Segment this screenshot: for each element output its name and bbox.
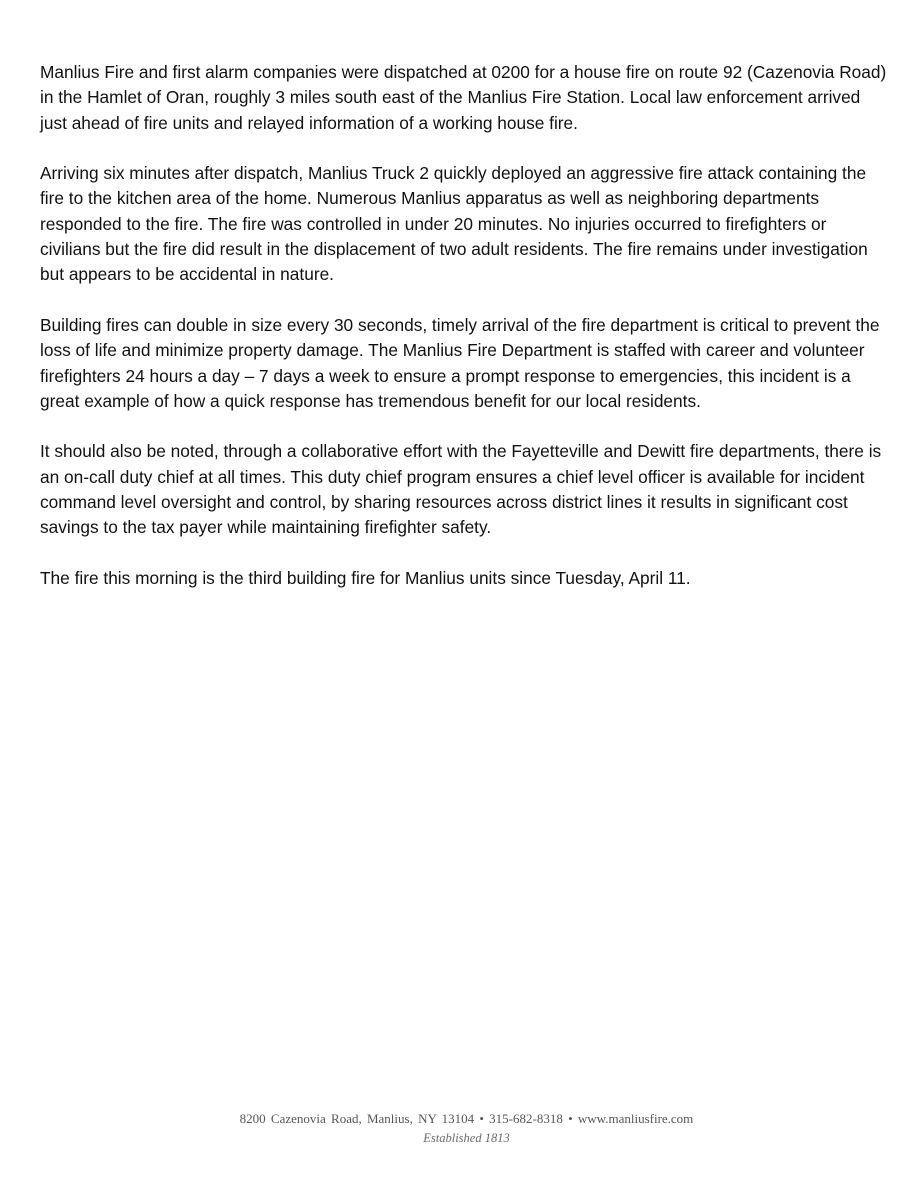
footer-contact-line: 8200 Cazenovia Road, Manlius, NY 13104 • 315-682-8318 • www.manliusfire.com <box>239 1111 694 1126</box>
page-footer <box>0 1110 923 1148</box>
paragraph-duty-chief: It should also be noted, through a collaborative effort with the Fayetteville and Dewitt fire departments, there is an on-call duty chief at all times. This duty chief program ensures a chief level officer is available for incident command level oversight and control, by sharing resources across district lines it results in significant cost savings to the tax payer while maintaining firefighter safety. <box>40 441 882 538</box>
paragraph-arrival: Arriving six minutes after dispatch, Manlius Truck 2 quickly deployed an aggressive fire attack containing the fire to the kitchen area of the home. Numerous Manlius apparatus as well as neighboring departments responded to the fire. The fire was controlled in under 20 minutes. No injuries occurred to firefighters or civilians but the fire did result in the displacement of two adult residents. The fire remains under investigation but appears to be accidental in nature. <box>40 163 868 285</box>
document-body <box>40 60 888 617</box>
paragraph-response-importance: Building fires can double in size every 30 seconds, timely arrival of the fire department is critical to prevent the loss of life and minimize property damage. The Manlius Fire Department is staffed with career and volunteer firefighters 24 hours a day – 7 days a week to ensure a prompt response to emergencies, this incident is a great example of how a quick response has tremendous benefit for our local residents. <box>40 314 880 411</box>
paragraph-dispatch: Manlius Fire and first alarm companies were dispatched at 0200 for a house fire on route 92 (Cazenovia Road) in the Hamlet of Oran, roughly 3 miles south east of the Manlius Fire Station. Local law enforcement arrived just ahead of fire units and relayed information of a working house fire. <box>40 62 887 133</box>
footer-established: Established 1813 <box>423 1131 510 1145</box>
paragraph-closing: The fire this morning is the third building fire for Manlius units since Tuesday, April 11. <box>40 567 691 588</box>
